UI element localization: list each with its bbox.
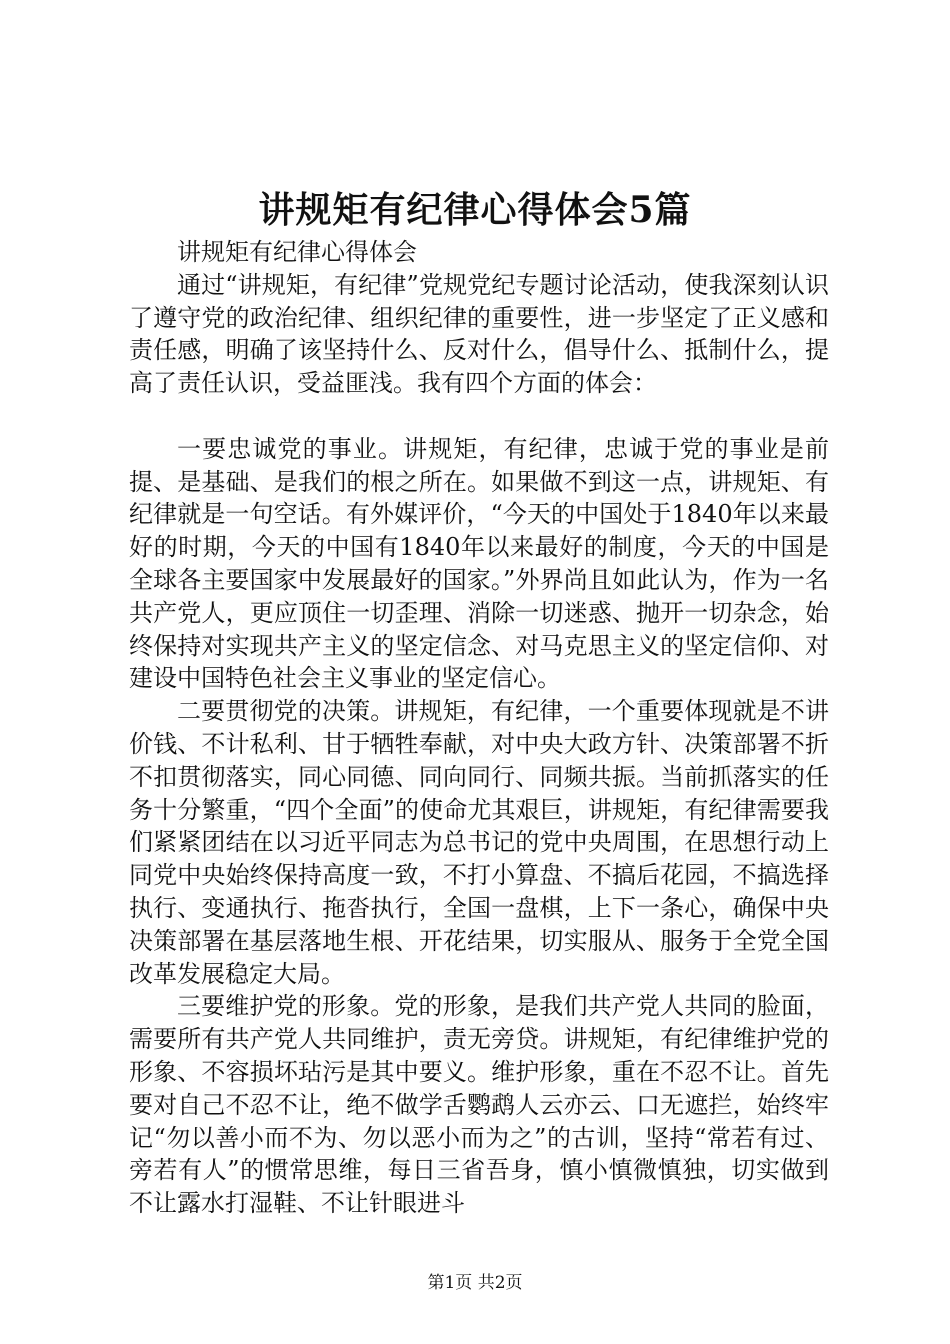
page-footer: 第1页 共2页 xyxy=(427,1273,523,1293)
body-paragraph-3: 三要维护党的形象。党的形象，是我们共产党人共同的脸面，需要所有共产党人共同维护，责无旁贷。讲规矩，有纪律维护党的形象、不容损坏玷污是其中要义。维护形象，重在不忍不让。首先要对自己不忍不让，绝不做学舌鹦鹉人云亦云、口无遮拦，始终牢记“勿以善小而不为、勿以恶小而为之”的古训，坚持“常若有过、旁若有人”的惯常思维，每日三省吾身，慎小慎微慎独，切实做到不让露水打湿鞋、不让针眼进斗 xyxy=(129,992,829,1218)
body-paragraph-2: 二要贯彻党的决策。讲规矩，有纪律，一个重要体现就是不讲价钱、不计私利、甘于牺牲奉献，对中央大政方针、决策部署不折不扣贯彻落实，同心同德、同向同行、同频共振。当前抓落实的任务十分繁重，“四个全面”的使命尤其艰巨，讲规矩，有纪律需要我们紧紧团结在以习近平同志为总书记的党中央周围，在思想行动上同党中央始终保持高度一致，不打小算盘、不搞后花园，不搞选择执行、变通执行、拖沓执行，全国一盘棋，上下一条心，确保中央决策部署在基层落地生根、开花结果，切实服从、服务于全党全国改革发展稳定大局。 xyxy=(129,697,829,988)
document-subtitle: 讲规矩有纪律心得体会 xyxy=(177,238,417,266)
document-title: 讲规矩有纪律心得体会5篇 xyxy=(258,189,692,231)
body-paragraph-1: 一要忠诚党的事业。讲规矩，有纪律，忠诚于党的事业是前提、是基础、是我们的根之所在。如果做不到这一点，讲规矩、有纪律就是一句空话。有外媒评价，“今天的中国处于1840年以来最好的时期，今天的中国有1840年以来最好的制度，今天的中国是全球各主要国家中发展最好的国家。”外界尚且如此认为，作为一名共产党人，更应顶住一切歪理、消除一切迷惑、抛开一切杂念，始终保持对实现共产主义的坚定信念、对马克思主义的坚定信仰、对建设中国特色社会主义事业的坚定信心。 xyxy=(129,434,829,693)
document-body xyxy=(129,236,829,1220)
body-paragraph-intro: 通过“讲规矩，有纪律”党规党纪专题讨论活动，使我深刻认识了遵守党的政治纪律、组织纪律的重要性，进一步坚定了正义感和责任感，明确了该坚持什么、反对什么，倡导什么、抵制什么，提高了责任认识，受益匪浅。我有四个方面的体会： xyxy=(129,270,829,398)
